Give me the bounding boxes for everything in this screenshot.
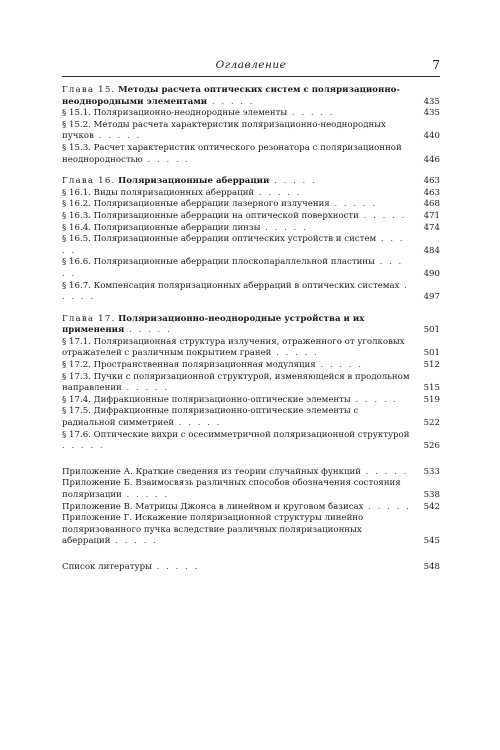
- entry-page-number: 526: [423, 441, 440, 452]
- spacer: [62, 548, 440, 562]
- entry-label: Приложение А.: [62, 466, 133, 477]
- toc-entry-section[interactable]: [62, 223, 440, 235]
- toc-entry-bib[interactable]: [62, 562, 440, 574]
- entry-title: Матрицы Джонса в линейном и круговом базисах: [135, 501, 364, 512]
- running-title: Оглавление: [215, 59, 287, 71]
- entry-page-number: 440: [423, 131, 440, 142]
- entry-page-number: 519: [423, 394, 440, 405]
- toc-entry-section[interactable]: [62, 395, 440, 407]
- spacer: [62, 453, 440, 467]
- entry-label: § 17.5.: [62, 406, 91, 417]
- entry-label: § 17.3.: [62, 371, 91, 382]
- entry-title: Поляризационная структура излучения, отраженного от уголковых отражателей с различным покрытием граней: [62, 336, 405, 359]
- leader-dots: . . . . .: [254, 187, 302, 198]
- entry-label: § 16.5.: [62, 234, 91, 245]
- entry-label: Глава 17.: [62, 313, 116, 324]
- toc-entry-section[interactable]: [62, 337, 440, 360]
- entry-page-number: 501: [423, 348, 440, 359]
- entry-title: Поляризационные аберрации: [118, 176, 270, 187]
- entry-title: Поляризационные аберрации линзы: [93, 222, 261, 233]
- leader-dots: . . . . .: [350, 394, 399, 405]
- entry-page-number: 490: [423, 268, 440, 279]
- entry-page-number: 484: [423, 245, 440, 256]
- toc-entry-appendix[interactable]: [62, 502, 440, 514]
- toc-entry-section[interactable]: [62, 199, 440, 211]
- entry-title: Компенсация поляризационных аберраций в оптических системах: [93, 280, 400, 291]
- leader-dots: . . . . .: [110, 536, 158, 547]
- entry-page-number: 446: [423, 154, 440, 165]
- entry-page-number: 463: [423, 176, 440, 187]
- entry-page-number: 435: [423, 108, 440, 119]
- entry-label: Глава 16.: [62, 176, 116, 187]
- entry-title: Взаимосвязь различных способов обозначения состояния поляризации: [62, 478, 401, 500]
- entry-title: Расчет характеристик оптического резонатора с поляризационной неоднородностью: [62, 142, 402, 165]
- entry-title: Поляризационные аберрации на оптической поверхности: [93, 210, 359, 221]
- entry-title: Оптические вихри с осесимметричной поляризационной структурой: [93, 429, 410, 440]
- page-number: 7: [432, 58, 440, 72]
- entry-page-number: 474: [423, 222, 440, 233]
- entry-title: Краткие сведения из теории случайных функций: [135, 466, 361, 477]
- entry-label: § 17.2.: [62, 360, 91, 371]
- leader-dots: . . . . .: [93, 131, 142, 142]
- leader-dots: . . . . .: [358, 210, 407, 221]
- leader-dots: . . . . .: [269, 176, 317, 187]
- toc-entry-appendix[interactable]: [62, 513, 440, 548]
- entry-page-number: 497: [423, 292, 440, 303]
- entry-title: Методы расчета характеристик поляризационно-неоднородных пучков: [62, 119, 386, 142]
- toc-entry-section[interactable]: [62, 120, 440, 143]
- entry-page-number: 538: [423, 490, 440, 500]
- leader-dots: . . . . .: [174, 418, 222, 429]
- entry-title: Поляризационно-неоднородные устройства и их применения: [62, 313, 365, 336]
- entry-title: Поляризационно-неоднородные элементы: [93, 108, 288, 119]
- toc-entry-section[interactable]: [62, 108, 440, 120]
- entry-label: § 16.3.: [62, 210, 91, 221]
- entry-page-number: 542: [423, 501, 440, 512]
- leader-dots: . . . . .: [62, 234, 405, 256]
- entry-label: § 15.3.: [62, 142, 91, 153]
- entry-title: Виды поляризационных аберраций: [93, 187, 255, 198]
- entry-page-number: 548: [423, 561, 440, 572]
- entry-label: § 17.1.: [62, 336, 91, 347]
- entry-label: § 17.6.: [62, 429, 91, 440]
- entry-label: § 16.4.: [62, 222, 91, 233]
- entry-page-number: 512: [423, 360, 440, 371]
- toc-entry-appendix[interactable]: [62, 478, 440, 501]
- leader-dots: . . . . .: [62, 257, 404, 279]
- entry-page-number: 435: [423, 96, 440, 107]
- entry-label: Приложение Г.: [62, 513, 133, 524]
- toc-entry-section[interactable]: [62, 211, 440, 223]
- toc-entry-appendix[interactable]: [62, 467, 440, 479]
- entry-page-number: 545: [423, 536, 440, 547]
- leader-dots: . . . . .: [62, 280, 409, 303]
- entry-page-number: 515: [423, 383, 440, 394]
- entry-page-number: 463: [423, 187, 440, 198]
- toc-entry-section[interactable]: [62, 143, 440, 166]
- leader-dots: . . . . .: [124, 325, 172, 336]
- toc-entry-section[interactable]: [62, 406, 440, 429]
- entry-title: Дифракционные поляризационно-оптические элементы с радиальной симметрией: [62, 406, 359, 429]
- leader-dots: . . . . .: [271, 348, 319, 359]
- toc-entry-section[interactable]: [62, 372, 440, 395]
- entry-title: Дифракционные поляризационно-оптические элементы: [93, 394, 351, 405]
- leader-dots: . . . . .: [260, 222, 308, 233]
- entry-page-number: 533: [423, 466, 440, 477]
- entry-label: § 15.1.: [62, 108, 91, 119]
- entry-label: § 16.6.: [62, 257, 91, 268]
- leader-dots: . . . . .: [121, 383, 170, 394]
- toc-entry-chapter[interactable]: [62, 314, 440, 337]
- toc-entry-section[interactable]: [62, 360, 440, 372]
- entry-title: Пучки с поляризационной структурой, изменяющейся в продольном направлении: [62, 371, 410, 394]
- entry-title: Поляризационные аберрации оптических устройств и систем: [93, 234, 377, 245]
- leader-dots: . . . . .: [142, 154, 191, 165]
- entry-title: Методы расчета оптических систем с поляризационно-неоднородными элементами: [62, 85, 400, 107]
- running-header: [62, 58, 440, 77]
- entry-label: § 16.7.: [62, 280, 91, 291]
- entry-label: Приложение В.: [62, 501, 133, 512]
- entry-title: Пространственная поляризационная модуляция: [93, 360, 316, 371]
- entry-page-number: 471: [423, 210, 440, 221]
- table-of-contents: [62, 85, 440, 574]
- entry-label: Глава 15.: [62, 85, 116, 95]
- toc-entry-section[interactable]: [62, 281, 440, 304]
- toc-entry-section[interactable]: [62, 257, 440, 280]
- leader-dots: . . . . .: [329, 199, 378, 210]
- entry-label: § 15.2.: [62, 119, 91, 130]
- leader-dots: . . . . .: [62, 441, 105, 452]
- entry-page-number: 522: [423, 418, 440, 429]
- entry-title: Список литературы: [62, 561, 152, 572]
- entry-label: Приложение Б.: [62, 478, 133, 489]
- entry-title: Искажение поляризационной структуры линейно поляризованного пучка вследствие различных поляризационных аберраций: [62, 513, 364, 547]
- toc-entry-chapter[interactable]: [62, 85, 440, 108]
- toc-entry-section[interactable]: [62, 188, 440, 200]
- entry-title: Поляризационные аберрации лазерного излучения: [93, 199, 330, 210]
- toc-entry-chapter[interactable]: [62, 176, 440, 188]
- toc-entry-section[interactable]: [62, 430, 440, 453]
- entry-page-number: 468: [423, 199, 440, 210]
- leader-dots: . . . . .: [361, 466, 409, 477]
- leader-dots: . . . . .: [287, 108, 335, 119]
- toc-entry-section[interactable]: [62, 234, 440, 257]
- entry-label: § 17.4.: [62, 394, 91, 405]
- leader-dots: . . . . .: [363, 501, 411, 512]
- entry-label: § 16.1.: [62, 187, 91, 198]
- entry-label: § 16.2.: [62, 199, 91, 210]
- leader-dots: . . . . .: [151, 561, 200, 572]
- entry-page-number: 501: [423, 325, 440, 336]
- leader-dots: . . . . .: [315, 360, 364, 371]
- leader-dots: . . . . .: [121, 490, 170, 500]
- leader-dots: . . . . .: [207, 96, 255, 107]
- entry-title: Поляризационные аберрации плоскопараллельной пластины: [93, 257, 375, 268]
